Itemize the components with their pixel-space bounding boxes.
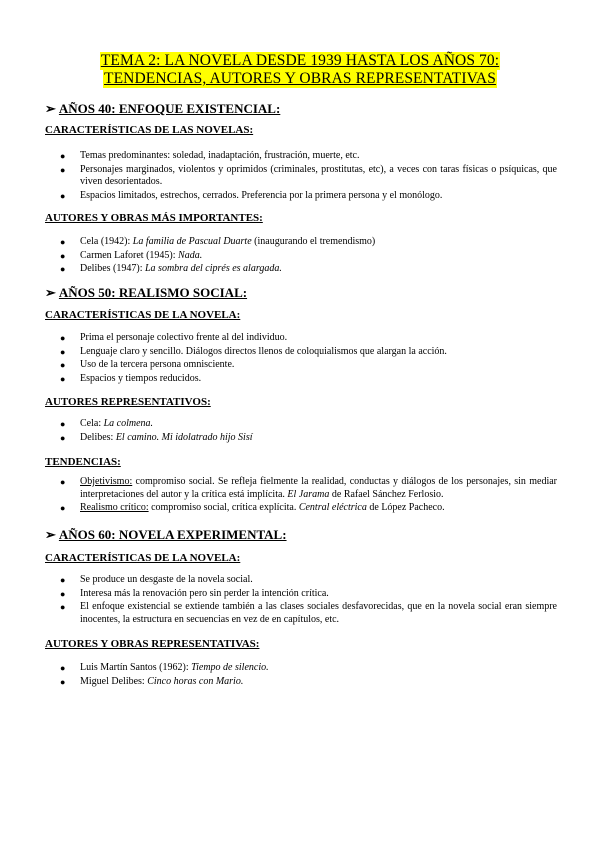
list-item: ● Miguel Delibes: Cinco horas con Mario.	[60, 675, 244, 687]
subheading-50s-authors: AUTORES REPRESENTATIVOS:	[45, 396, 211, 408]
list-item: ● Carmen Laforet (1945): Nada.	[60, 249, 203, 261]
document-title	[0, 52, 600, 88]
bullet-icon: ●	[60, 588, 66, 599]
list-item: ● Cela: La colmena.	[60, 418, 154, 429]
list-40s-authors	[45, 236, 557, 277]
bullet-icon: ●	[60, 432, 66, 443]
bullet-icon: ●	[60, 250, 66, 261]
bullet-icon: ●	[60, 151, 66, 161]
title-line-2: TENDENCIAS, AUTORES Y OBRAS REPRESENTATIVAS	[104, 70, 496, 87]
list-item: ● Objetivismo: compromiso social. Se refleja fielmente la realidad, conductas y diálogos de los personajes, sin mediar interpretaciones del autor y la crítica está implícita. El Jarama de Rafael Sánchez Ferlosio.	[60, 476, 557, 500]
bullet-icon: ●	[60, 264, 66, 274]
bullet-icon: ●	[60, 360, 66, 370]
bullet-icon: ●	[60, 373, 66, 384]
bullet-icon: ●	[60, 575, 66, 585]
list-40s-characteristics	[45, 150, 557, 203]
subheading-60s-characteristics: CARACTERÍSTICAS DE LA NOVELA:	[45, 552, 241, 564]
bullet-icon: ●	[60, 663, 66, 673]
list-item: ● Delibes: El camino. Mi idolatrado hijo Sisí	[60, 431, 253, 443]
list-60s-authors	[45, 662, 557, 689]
list-50s-authors	[45, 418, 557, 445]
list-item: ● Luis Martín Santos (1962): Tiempo de silencio.	[60, 662, 269, 673]
bullet-icon: ●	[60, 503, 66, 513]
list-item: ● El enfoque existencial se extiende también a las clases sociales desfavorecidas, que en la novela social eran siempre inocentes, la estructura en secuencias en vez de en capítulos, etc.	[60, 601, 557, 625]
list-item: ● Realismo crítico: compromiso social, crítica explícita. Central eléctrica de López Pacheco.	[60, 502, 445, 513]
list-item: ● Espacios limitados, estrechos, cerrados. Preferencia por la primera persona y el monólogo.	[60, 189, 443, 201]
subheading-50s-characteristics: CARACTERÍSTICAS DE LA NOVELA:	[45, 309, 241, 321]
bullet-icon: ●	[60, 346, 66, 357]
bullet-icon: ●	[60, 237, 66, 247]
subheading-50s-tendencies: TENDENCIAS:	[45, 456, 121, 468]
arrow-icon: ➢	[45, 101, 56, 116]
list-item: ● Prima el personaje colectivo frente al del individuo.	[60, 332, 288, 343]
section-heading-50s: ➢ AÑOS 50: REALISMO SOCIAL:	[45, 285, 248, 300]
bullet-icon: ●	[60, 676, 66, 687]
list-50s-tendencies	[45, 476, 557, 516]
list-item: ● Interesa más la renovación pero sin perder la intención crítica.	[60, 587, 329, 599]
list-50s-characteristics	[45, 332, 557, 386]
list-item: ● Temas predominantes: soledad, inadaptación, frustración, muerte, etc.	[60, 150, 360, 161]
list-item: ● Personajes marginados, violentos y oprimidos (criminales, prostitutas, etc), a veces con taras físicas o psíquicas, que viven desorientados.	[60, 163, 557, 187]
arrow-icon: ➢	[45, 527, 56, 542]
arrow-icon: ➢	[45, 285, 56, 300]
bullet-icon: ●	[60, 333, 66, 343]
bullet-icon: ●	[60, 419, 66, 429]
bullet-icon: ●	[60, 477, 66, 487]
list-item: ● Cela (1942): La familia de Pascual Duarte (inaugurando el tremendismo)	[60, 236, 376, 247]
list-item: ● Espacios y tiempos reducidos.	[60, 372, 202, 384]
list-item: ● Se produce un desgaste de la novela social.	[60, 574, 253, 585]
list-item: ● Lenguaje claro y sencillo. Diálogos directos llenos de coloquialismos que alargan la acción.	[60, 345, 447, 357]
title-line-1: TEMA 2: LA NOVELA DESDE 1939 HASTA LOS AÑOS 70:	[100, 52, 500, 69]
bullet-icon: ●	[60, 190, 66, 201]
subheading-40s-authors: AUTORES Y OBRAS MÁS IMPORTANTES:	[45, 212, 263, 224]
subheading-60s-authors: AUTORES Y OBRAS REPRESENTATIVAS:	[45, 638, 260, 650]
section-heading-40s: ➢ AÑOS 40: ENFOQUE EXISTENCIAL:	[45, 101, 281, 116]
list-60s-characteristics	[45, 574, 557, 627]
list-item: ● Uso de la tercera persona omnisciente.	[60, 359, 235, 370]
subheading-40s-characteristics: CARACTERÍSTICAS DE LAS NOVELAS:	[45, 124, 254, 136]
bullet-icon: ●	[60, 602, 66, 612]
list-item: ● Delibes (1947): La sombra del ciprés es alargada.	[60, 263, 282, 274]
section-heading-60s: ➢ AÑOS 60: NOVELA EXPERIMENTAL:	[45, 527, 287, 542]
bullet-icon: ●	[60, 164, 66, 175]
